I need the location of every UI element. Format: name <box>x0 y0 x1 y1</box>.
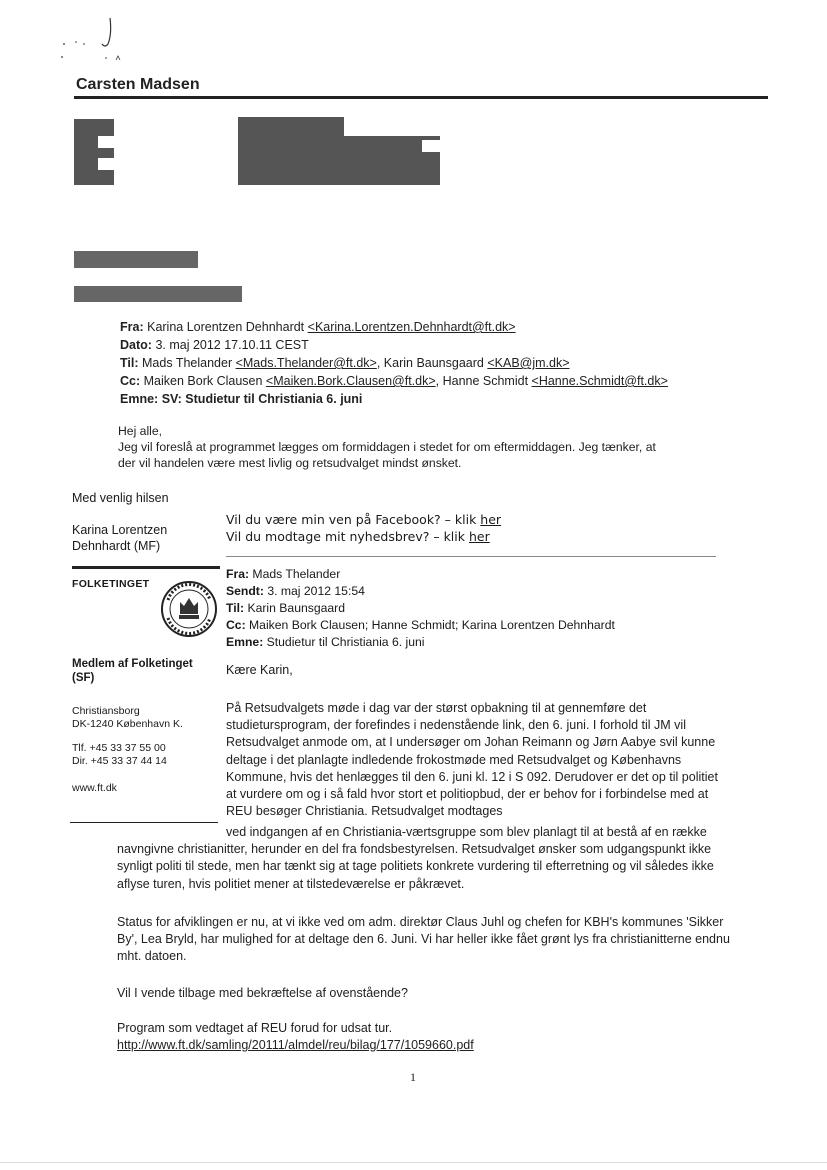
to-separator: , Karin Baunsgaard <box>376 356 488 370</box>
page-number: 1 <box>410 1070 416 1084</box>
fwd-greeting: Kære Karin, <box>226 663 293 677</box>
phone-line: Tlf. +45 33 37 55 00 <box>72 742 166 754</box>
redaction-block <box>74 251 198 268</box>
newsletter-line <box>226 528 501 545</box>
subject-label: Emne: <box>120 392 159 406</box>
fwd-cc-label: Cc: <box>226 618 246 632</box>
redaction-gap <box>98 136 114 148</box>
fwd-sent-label: Sendt: <box>226 584 264 598</box>
cc-email-link[interactable]: <Hanne.Schmidt@ft.dk> <box>531 374 668 388</box>
to-label: Til: <box>120 356 139 370</box>
social-links <box>226 511 501 545</box>
newsletter-text: Vil du modtage mit nyhedsbrev? – klik <box>226 529 469 544</box>
fwd-from-row <box>226 566 615 583</box>
member-line: Medlem af Folketinget <box>72 658 193 670</box>
folketinget-label: FOLKETINGET <box>72 578 150 590</box>
cc-email-link[interactable]: <Maiken.Bork.Clausen@ft.dk> <box>265 374 436 388</box>
newsletter-link[interactable]: her <box>468 529 490 544</box>
from-label: Fra: <box>120 320 144 334</box>
redaction-block <box>74 286 242 302</box>
email-from-row <box>120 318 668 336</box>
fwd-paragraph: Vil I vende tilbage med bekræftelse af ovenstående? <box>117 986 408 1000</box>
email-body-line: der vil handelen være mest livlig og retsudvalget mindst ønsket. <box>118 456 462 470</box>
fwd-to-row <box>226 600 615 617</box>
from-name: Karina Lorentzen Dehnhardt <box>147 320 308 334</box>
fwd-cc-row <box>226 617 615 634</box>
page-edge <box>0 1162 827 1163</box>
cc-separator: , Hanne Schmidt <box>435 374 532 388</box>
email-cc-row <box>120 372 668 390</box>
signature-bottom-rule <box>70 822 218 823</box>
fwd-subject-row <box>226 634 615 651</box>
fwd-paragraph: ved indgangen af en Christiania-værtsgruppe som blev planlagt til at bestå af en række navngivne christianitter, herunder en del fra fondsbestyrelsen. Retsudvalget ønsker som udgangspunkt ikke synligt politi til stede, men har tænkt sig at tage politiets konkrete vurdering til efterretning og vil således ikke aflyse turen, hvis politiet mener at tilstedeværelse er påkrævet. <box>117 825 714 891</box>
fwd-paragraph: Status for afviklingen er nu, at vi ikke ved om adm. direktør Claus Juhl og chefen for KBH's kommunes 'Sikker By', Lea Bryld, har mulighed for at deltage den 6. Juni. Vi har heller ikke fået grønt lys fra christianitterne endnu mht. datoen. <box>117 915 730 964</box>
fwd-cc-value: Maiken Bork Clausen; Hanne Schmidt; Karina Lorentzen Dehnhardt <box>249 618 615 632</box>
redaction-block <box>74 119 114 185</box>
member-line: (SF) <box>72 672 95 684</box>
cc-label: Cc: <box>120 374 141 388</box>
email-header <box>120 318 668 408</box>
from-email-link[interactable]: <Karina.Lorentzen.Dehnhardt@ft.dk> <box>307 320 516 334</box>
signature-rule <box>72 566 220 569</box>
address-line: Christiansborg <box>72 705 140 717</box>
signature-name <box>72 522 167 554</box>
email-greeting: Hej alle, <box>118 424 163 438</box>
fwd-from-value: Mads Thelander <box>252 567 341 581</box>
separator-line <box>226 556 716 557</box>
print-header-name: Carsten Madsen <box>76 76 200 93</box>
facebook-text: Vil du være min ven på Facebook? – klik <box>226 512 481 527</box>
fwd-to-value: Karin Baunsgaard <box>247 601 346 615</box>
handwritten-mark <box>58 14 138 64</box>
subject-value: SV: Studietur til Christiania 6. juni <box>161 392 363 406</box>
website-link[interactable]: www.ft.dk <box>72 782 117 794</box>
fwd-sent-value: 3. maj 2012 15:54 <box>267 584 365 598</box>
cc-name: Maiken Bork Clausen <box>143 374 266 388</box>
facebook-line <box>226 511 501 528</box>
date-label: Dato: <box>120 338 152 352</box>
date-value: 3. maj 2012 17.10.11 CEST <box>155 338 309 352</box>
to-name: Mads Thelander <box>142 356 236 370</box>
email-to-row <box>120 354 668 372</box>
address-line: DK-1240 København K. <box>72 718 183 730</box>
redaction-gap <box>98 158 114 170</box>
fwd-subject-label: Emne: <box>226 635 264 649</box>
signature-name-line: Karina Lorentzen <box>72 523 168 537</box>
redaction-gap <box>422 140 440 152</box>
program-text: Program som vedtaget af REU forud for udsat tur. <box>117 1021 393 1035</box>
to-email-link[interactable]: <KAB@jm.dk> <box>487 356 570 370</box>
member-title <box>72 657 193 685</box>
fwd-to-label: Til: <box>226 601 245 615</box>
phone-line: Dir. +45 33 37 44 14 <box>72 755 167 767</box>
address <box>72 705 183 731</box>
signature-greeting: Med venlig hilsen <box>72 491 169 505</box>
header-divider <box>74 96 768 99</box>
fwd-subject-value: Studietur til Christiania 6. juni <box>266 635 425 649</box>
signature-name-line: Dehnhardt (MF) <box>72 539 161 553</box>
fwd-program <box>117 1020 737 1054</box>
fwd-sent-row <box>226 583 615 600</box>
folketinget-seal-icon <box>160 580 218 638</box>
program-link[interactable]: http://www.ft.dk/samling/20111/almdel/reu/bilag/177/1059660.pdf <box>117 1038 474 1053</box>
redaction-block <box>238 117 344 185</box>
fwd-from-label: Fra: <box>226 567 250 581</box>
email-body-line: Jeg vil foreslå at programmet lægges om formiddagen i stedet for om eftermiddagen. Jeg tænker, at <box>118 440 656 454</box>
to-email-link[interactable]: <Mads.Thelander@ft.dk> <box>235 356 377 370</box>
phone-numbers <box>72 742 167 768</box>
forwarded-header <box>226 566 615 651</box>
email-subject-row <box>120 390 668 408</box>
fwd-paragraph: På Retsudvalgets møde i dag var der størst opbakning til at gennemføre det studietursprogram, der forefindes i nedenstående link, den 6. juni. I forhold til JM vil Retsudvalget anmode om, at I undersøger om Johan Reimann og Jørn Aabye svil kunne deltage i det planlagte indledende frokostmøde med Retsudvalget og Københavns Kommune, hvis det henlægges til den 6. juni kl. 12 i S 092. Derudover er det op til politiet at vurdere om og i så fald hvor stort et politiopbud, der er behov for i forbindelse med at REU besøger Christiania. Retsudvalget modtages <box>226 701 718 819</box>
email-date-row <box>120 336 668 354</box>
facebook-link[interactable]: her <box>480 512 502 527</box>
email-body <box>118 423 718 471</box>
